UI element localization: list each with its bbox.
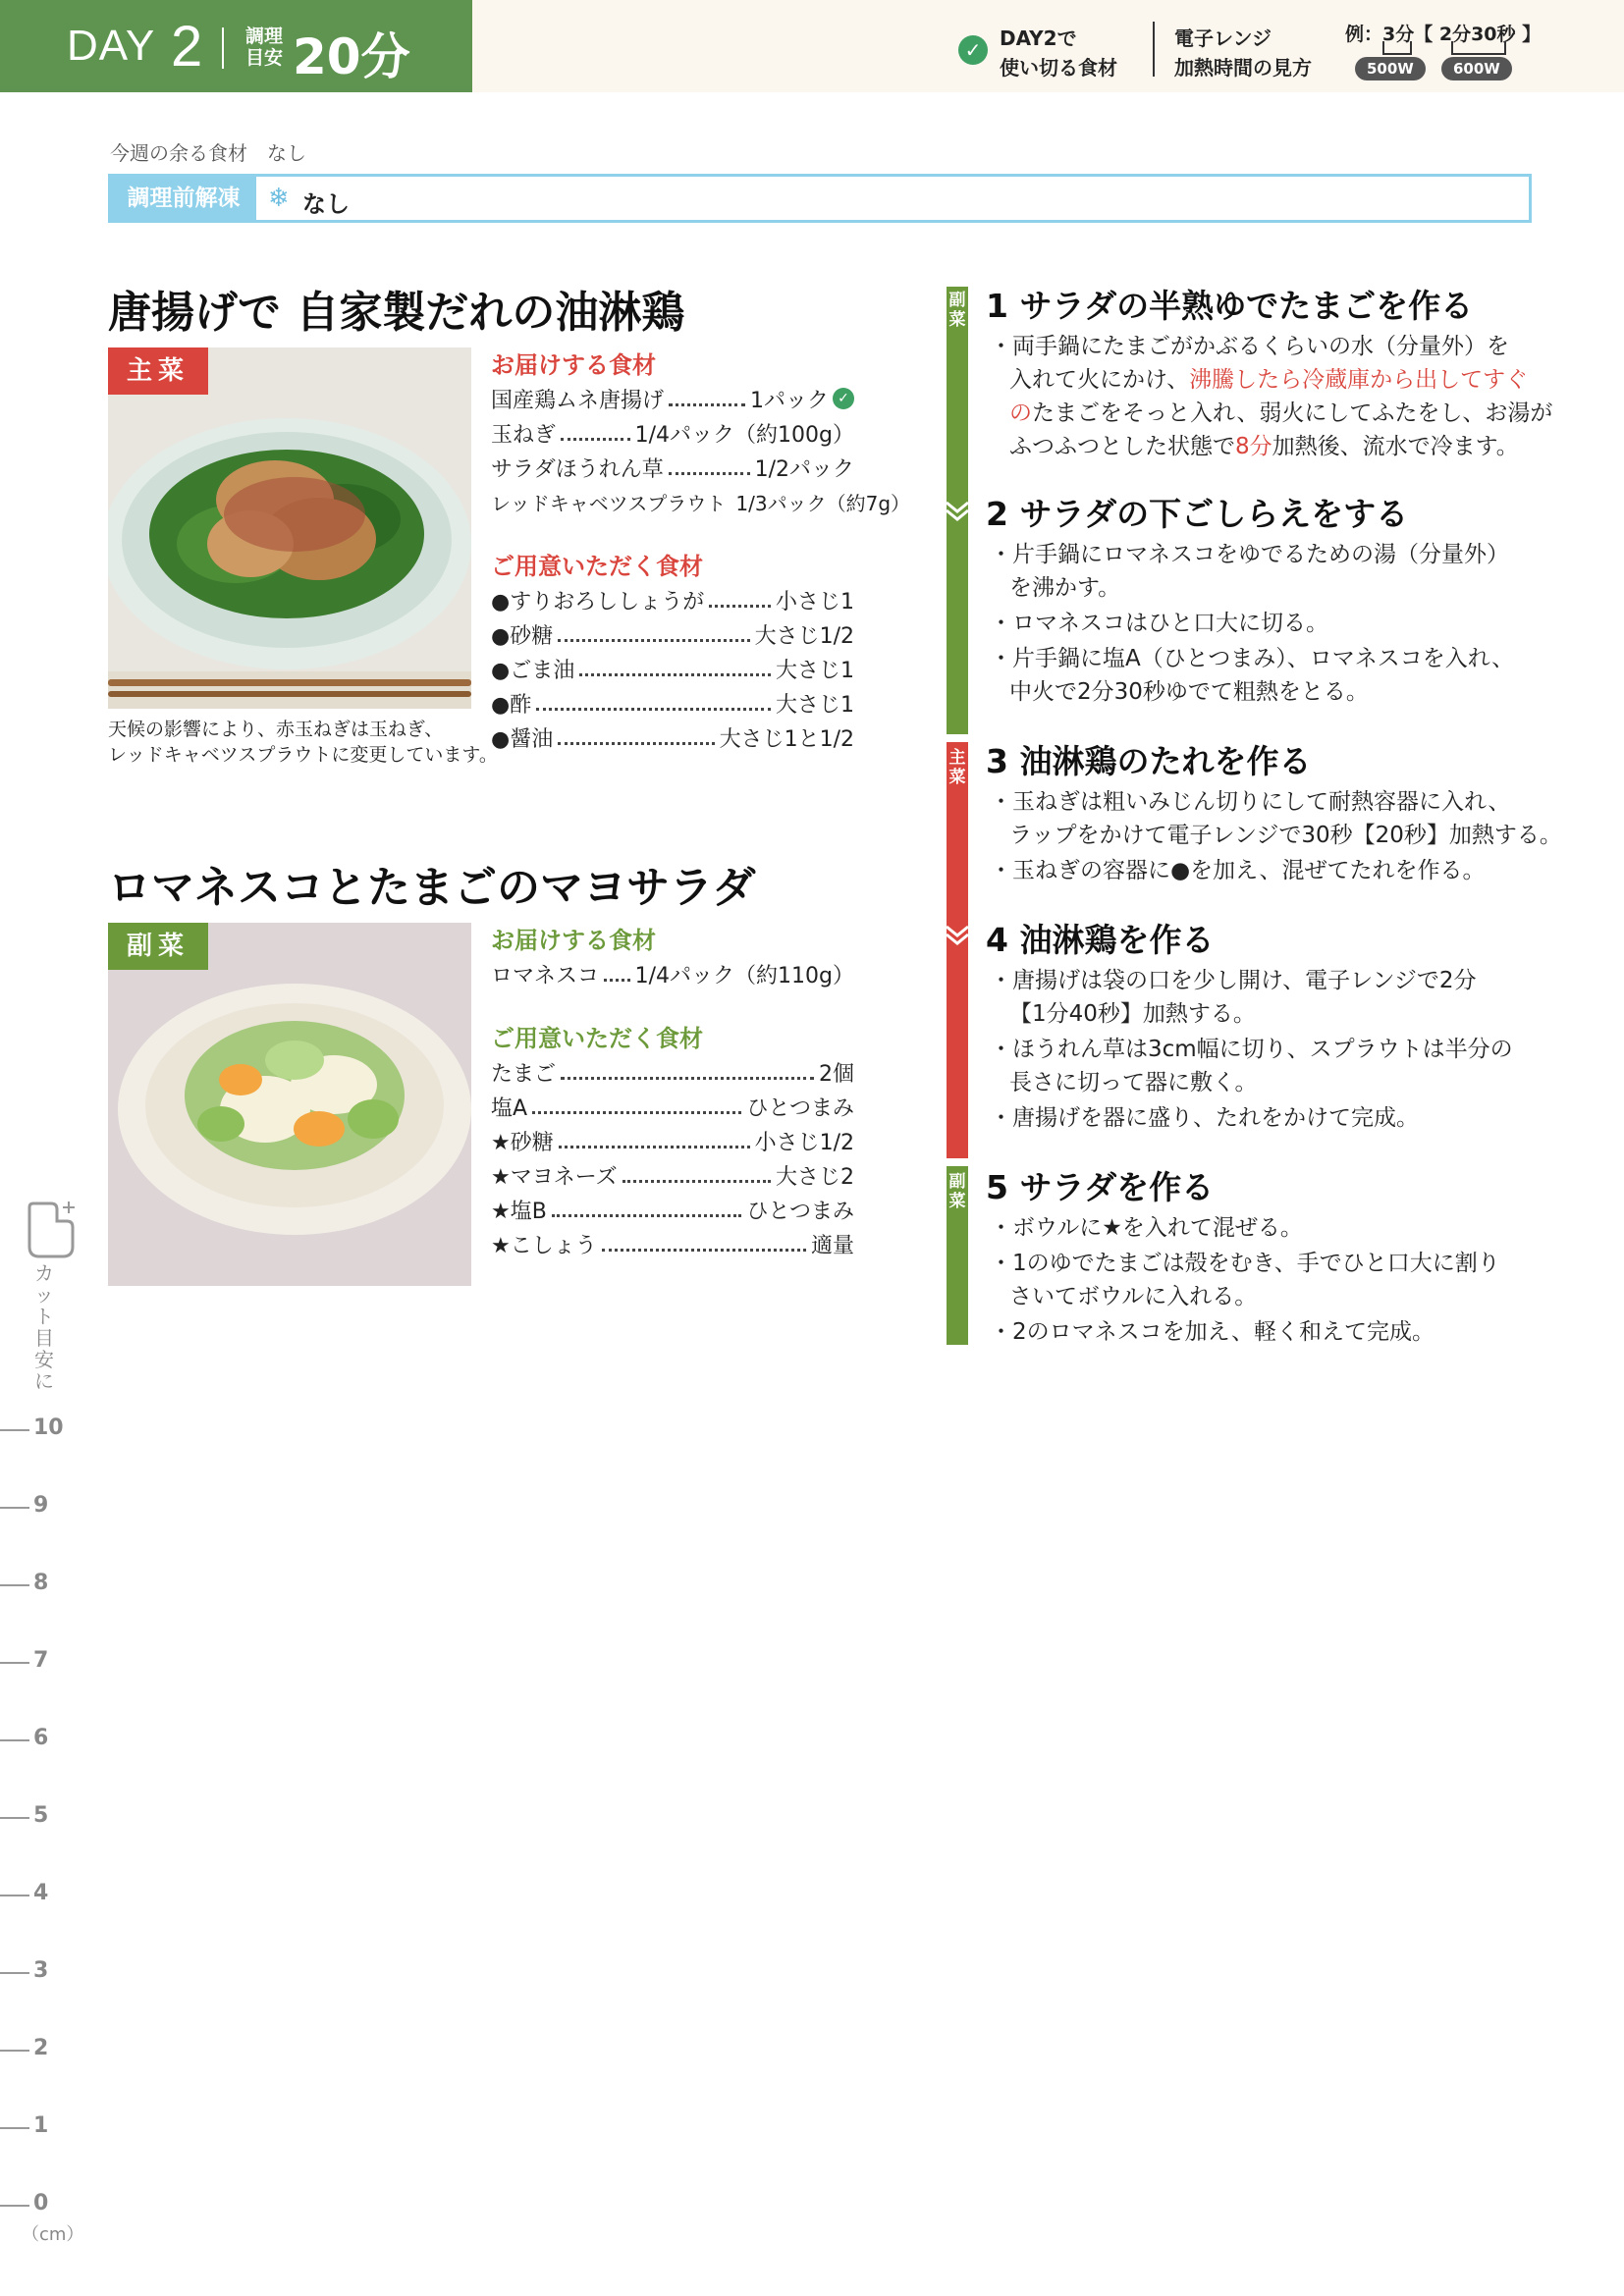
step-text: 中火で2分30秒ゆでて粗熱をとる。 [1009,679,1369,705]
ruler-mark: 10 [33,1415,64,1440]
cook-time-value: 20分 [293,28,410,85]
ingredient-row: ★塩B ひとつまみ [491,1199,854,1224]
ruler-mark: 1 [33,2113,49,2138]
ruler-mark: 5 [33,1803,49,1828]
ingredient-row: ★マヨネーズ 大さじ2 [491,1164,854,1190]
main-dish-step-bar [947,742,968,1158]
ruler-mark: 7 [33,1648,49,1673]
step-text: ・両手鍋にたまごがかぶるくらいの水（分量外）を [990,334,1509,359]
ruler-tick [0,1429,29,1431]
scissors-icon [24,1200,79,1260]
step-text: のたまごをそっと入れ、弱火にしてふたをし、お湯が [1009,400,1553,426]
step-title: 3 油淋鶏のたれを作る [986,742,1312,780]
ruler-tick [0,1817,29,1819]
ingredient-row: ●酢 大さじ1 [491,692,854,718]
prepare-heading: ご用意いただく食材 [491,553,703,580]
step-text: 長さに切って器に敷く。 [1009,1070,1258,1095]
side-dish-tag: 副菜 [108,923,208,970]
ingredient-row: ★こしょう 適量 [491,1233,854,1258]
ruler-tick [0,1739,29,1741]
photo-caption: 天候の影響により、赤玉ねぎは玉ねぎ、 レッドキャベツスプラウトに変更しています。 [108,719,498,766]
leftover-ingredients: 今週の余る食材 なし [110,141,306,165]
step-text: ・2のロマネスコを加え、軽く和えて完成。 [990,1319,1435,1345]
recipe-title: 唐揚げで 自家製だれの油淋鶏 [108,288,685,338]
step-title: 4 油淋鶏を作る [986,921,1215,959]
step-text: を沸かす。 [1009,575,1121,601]
ruler-unit: （cm） [22,2224,84,2245]
delivered-heading: お届けする食材 [491,927,656,954]
divider [222,27,224,69]
ruler-tick [0,1895,29,1896]
ingredient-row: ●すりおろししょうが 小さじ1 [491,589,854,614]
ruler-mark: 0 [33,2191,49,2216]
side-dish-bar-tag: 副 菜 [948,1172,966,1211]
day-banner [0,0,472,92]
step-title: 1 サラダの半熟ゆでたまごを作る [986,287,1474,325]
thaw-box [108,174,1532,223]
page-header [0,0,1624,92]
recipe-title: ロマネスコとたまごのマヨサラダ [108,863,756,913]
step-text: ・片手鍋に塩A（ひとつまみ）、ロマネスコを入れ、 [990,646,1515,671]
step-text: ・唐揚げを器に盛り、たれをかけて完成。 [990,1105,1419,1131]
chevron-down-icon [944,499,971,522]
ruler-mark: 4 [33,1881,49,1905]
thaw-label: 調理前解凍 [111,177,256,220]
step-text: ・玉ねぎの容器に●を加え、混ぜてたれを作る。 [990,858,1486,883]
ruler-tick [0,2205,29,2207]
divider [1153,22,1155,77]
ingredient-row: ●醤油 大さじ1と1/2 [491,726,854,752]
check-circle-icon: ✓ [958,35,988,65]
watt-600-badge: 600W [1441,57,1512,80]
step-text: ・ボウルに★を入れて混ぜる。 [990,1215,1303,1241]
ruler-tick [0,1507,29,1509]
side-dish-bar-tag: 副 菜 [948,291,966,330]
ingredient-row: 玉ねぎ 1/4パック（約100g） [491,422,854,448]
step-text: ・ロマネスコはひと口大に切る。 [990,611,1328,636]
chevron-down-icon [944,923,971,946]
ruler-mark: 8 [33,1571,49,1595]
thaw-value: なし [302,190,350,218]
ruler-mark: 6 [33,1726,49,1750]
ruler-tick [0,1972,29,1974]
ingredient-row: レッドキャベツスプラウト 1/3パック（約7g） [491,491,911,515]
cook-time-label: 調理 目安 [245,26,284,69]
ruler-mark: 2 [33,2036,49,2060]
ruler-tick [0,1584,29,1586]
step-text: さいてボウルに入れる。 [1009,1284,1258,1309]
day-label: DAY [67,22,156,70]
step-title: 5 サラダを作る [986,1168,1215,1206]
watt-500-badge: 500W [1355,57,1426,80]
microwave-legend-label: 電子レンジ 加熱時間の見方 [1174,27,1312,80]
ingredient-row: 塩A ひとつまみ [491,1095,854,1121]
step-title: 2 サラダの下ごしらえをする [986,495,1409,533]
step-text: ・1のゆでたまごは殻をむき、手でひと口大に割り [990,1251,1500,1276]
ingredient-row: 国産鶏ムネ唐揚げ 1パック ✓ [491,385,854,412]
step-text: ・ほうれん草は3cm幅に切り、スプラウトは半分の [990,1037,1513,1062]
cut-guide-label: カット目安に [34,1261,54,1393]
recipe-photo-side-dish [108,923,471,1286]
ingredient-row: ●ごま油 大さじ1 [491,658,854,683]
step-text: ・玉ねぎは粗いみじん切りにして耐熱容器に入れ、 [990,789,1511,815]
microwave-example: 例：3分【 2分30秒 】 [1345,24,1542,45]
snowflake-icon: ❄ [268,184,290,213]
step-text: ラップをかけて電子レンジで30秒【20秒】加熱する。 [1009,823,1562,848]
main-dish-bar-tag: 主 菜 [948,748,966,787]
ruler-mark: 3 [33,1958,49,1983]
ingredient-row: サラダほうれん草 1/2パック [491,456,854,482]
salad-photo [108,923,471,1286]
step-text: ふつふつとした状態で8分加熱後、流水で冷ます。 [1009,434,1519,459]
ingredient-row: ●砂糖 大さじ1/2 [491,623,854,649]
step-text: 【1分40秒】加熱する。 [1009,1001,1256,1027]
delivered-heading: お届けする食材 [491,351,656,379]
step-text: ・唐揚げは袋の口を少し開け、電子レンジで2分 [990,968,1477,993]
ruler-tick [0,2050,29,2052]
bracket-500w [1382,41,1412,55]
ingredient-row: ★砂糖 小さじ1/2 [491,1130,854,1155]
prepare-heading: ご用意いただく食材 [491,1025,703,1052]
ingredient-row: ロマネスコ 1/4パック（約110g） [491,963,854,988]
ingredient-row: たまご 2個 [491,1061,854,1087]
step-text: ・片手鍋にロマネスコをゆでるための湯（分量外） [990,542,1509,567]
step-text: 入れて火にかけ、沸騰したら冷蔵庫から出してすぐ [1009,367,1529,393]
recipe-photo-main-dish [108,347,471,709]
main-dish-tag: 主菜 [108,347,208,395]
day-number: 2 [171,15,203,79]
fried-chicken-photo [108,347,471,709]
check-circle-icon: ✓ [833,388,854,409]
ruler-tick [0,2127,29,2129]
use-up-legend: DAY2で 使い切る食材 [1000,27,1117,80]
ruler-mark: 9 [33,1493,49,1518]
bracket-600w [1451,41,1506,55]
ruler-tick [0,1662,29,1664]
